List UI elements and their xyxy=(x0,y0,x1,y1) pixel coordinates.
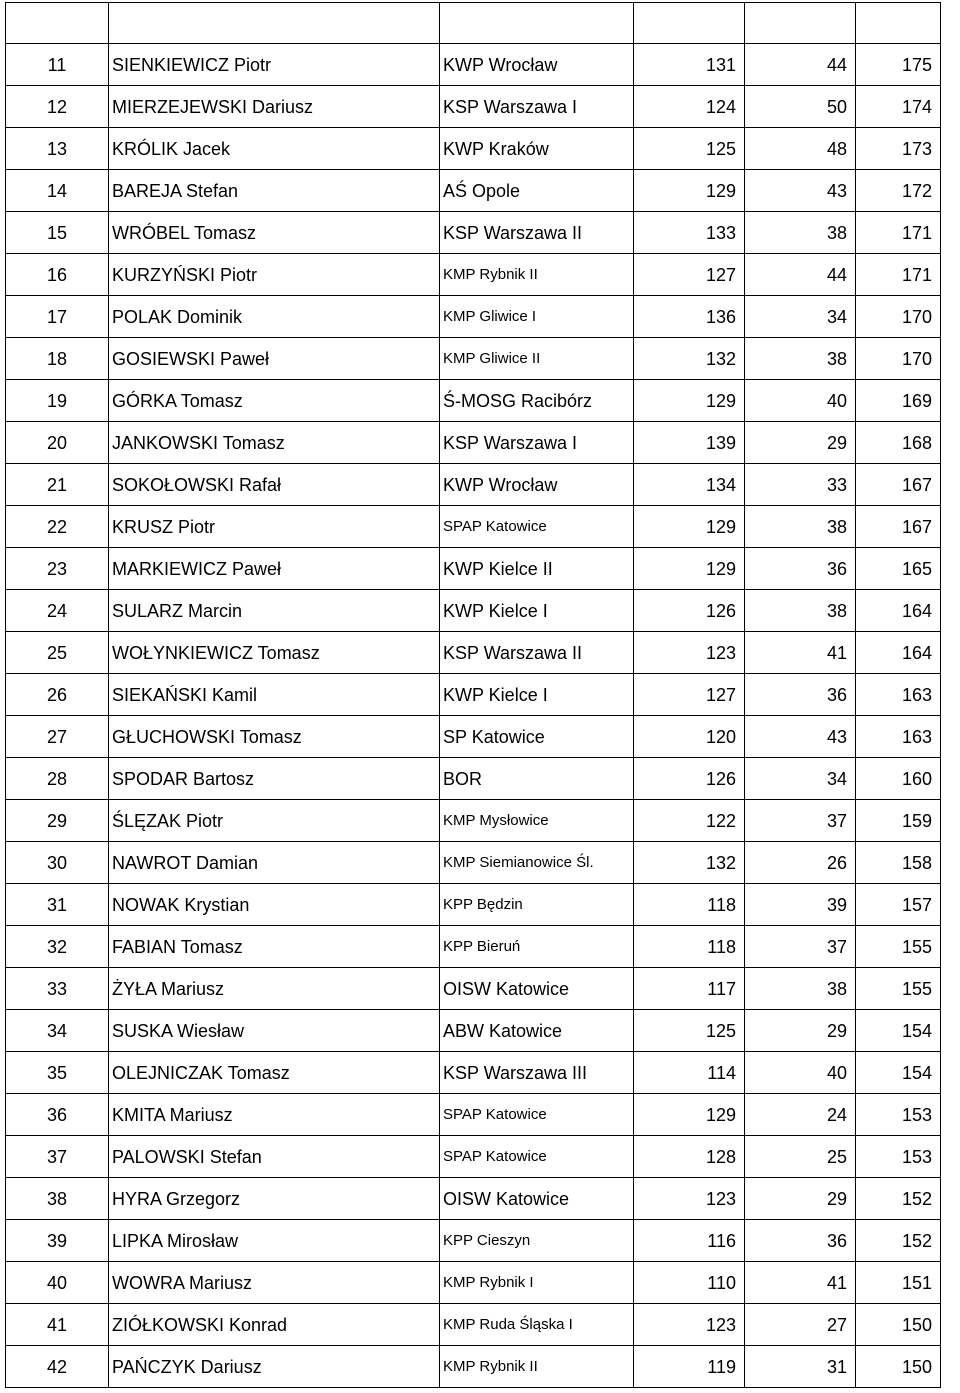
score-a-cell: 132 xyxy=(634,842,745,884)
place-cell: 16 xyxy=(6,254,109,296)
competitor-name-cell: ZIÓŁKOWSKI Konrad xyxy=(109,1304,440,1346)
score-a-cell: 114 xyxy=(634,1052,745,1094)
total-score-cell: 153 xyxy=(856,1094,941,1136)
score-b-cell: 44 xyxy=(745,44,856,86)
competitor-name-cell: KRUSZ Piotr xyxy=(109,506,440,548)
total-score-cell: 157 xyxy=(856,884,941,926)
place-cell: 29 xyxy=(6,800,109,842)
place-cell: 34 xyxy=(6,1010,109,1052)
score-b-cell: 37 xyxy=(745,926,856,968)
table-row xyxy=(6,212,941,254)
total-score-cell: 167 xyxy=(856,464,941,506)
total-score-cell: 164 xyxy=(856,590,941,632)
table-row xyxy=(6,1262,941,1304)
score-b-cell: 27 xyxy=(745,1304,856,1346)
score-b-cell: 34 xyxy=(745,758,856,800)
table-row xyxy=(6,1304,941,1346)
table-row xyxy=(6,800,941,842)
score-b-cell: 43 xyxy=(745,716,856,758)
score-b-cell: 48 xyxy=(745,128,856,170)
score-a-cell: 134 xyxy=(634,464,745,506)
competitor-name-cell: KMITA Mariusz xyxy=(109,1094,440,1136)
total-score-cell: 171 xyxy=(856,254,941,296)
table-row xyxy=(6,548,941,590)
competitor-name-cell: PALOWSKI Stefan xyxy=(109,1136,440,1178)
club-cell: SPAP Katowice xyxy=(440,1094,634,1136)
score-a-cell: 125 xyxy=(634,1010,745,1052)
score-a-cell: 124 xyxy=(634,86,745,128)
table-row xyxy=(6,968,941,1010)
club-cell: KSP Warszawa I xyxy=(440,422,634,464)
club-cell: KMP Gliwice I xyxy=(440,296,634,338)
table-row xyxy=(6,296,941,338)
place-cell: 33 xyxy=(6,968,109,1010)
score-b-cell: 25 xyxy=(745,1136,856,1178)
competitor-name-cell: MARKIEWICZ Paweł xyxy=(109,548,440,590)
total-score-cell: 152 xyxy=(856,1178,941,1220)
competitor-name-cell: GŁUCHOWSKI Tomasz xyxy=(109,716,440,758)
club-cell: SPAP Katowice xyxy=(440,506,634,548)
competitor-name-cell: GÓRKA Tomasz xyxy=(109,380,440,422)
score-a-cell: 116 xyxy=(634,1220,745,1262)
table-row xyxy=(6,1136,941,1178)
total-score-cell: 170 xyxy=(856,338,941,380)
score-b-cell: 26 xyxy=(745,842,856,884)
total-score-cell: 163 xyxy=(856,674,941,716)
club-cell: KSP Warszawa II xyxy=(440,212,634,254)
club-cell: KPP Bieruń xyxy=(440,926,634,968)
score-b-cell: 38 xyxy=(745,212,856,254)
total-score-cell: 171 xyxy=(856,212,941,254)
results-table-body xyxy=(6,3,941,1388)
club-cell: KMP Rybnik I xyxy=(440,1262,634,1304)
table-row xyxy=(6,1220,941,1262)
club-cell: KSP Warszawa III xyxy=(440,1052,634,1094)
club-cell: KMP Siemianowice Śl. xyxy=(440,842,634,884)
club-cell: KMP Rybnik II xyxy=(440,254,634,296)
table-row xyxy=(6,380,941,422)
place-cell: 36 xyxy=(6,1094,109,1136)
place-cell: 28 xyxy=(6,758,109,800)
club-cell: KWP Wrocław xyxy=(440,464,634,506)
club-cell: KMP Mysłowice xyxy=(440,800,634,842)
total-score-cell: 164 xyxy=(856,632,941,674)
score-a-cell: 126 xyxy=(634,758,745,800)
score-a-cell: 136 xyxy=(634,296,745,338)
table-row xyxy=(6,632,941,674)
competitor-name-cell: HYRA Grzegorz xyxy=(109,1178,440,1220)
total-score-cell: 167 xyxy=(856,506,941,548)
score-a-cell: 110 xyxy=(634,1262,745,1304)
competitor-name-cell: WOŁYNKIEWICZ Tomasz xyxy=(109,632,440,674)
score-a-cell: 125 xyxy=(634,128,745,170)
table-row xyxy=(6,884,941,926)
total-score-cell: 174 xyxy=(856,86,941,128)
score-a-cell: 118 xyxy=(634,884,745,926)
club-cell: KSP Warszawa I xyxy=(440,86,634,128)
competitor-name-cell: KRÓLIK Jacek xyxy=(109,128,440,170)
total-score-cell: 150 xyxy=(856,1346,941,1388)
table-row xyxy=(6,1052,941,1094)
club-cell: KSP Warszawa II xyxy=(440,632,634,674)
score-b-cell: 37 xyxy=(745,800,856,842)
table-row xyxy=(6,590,941,632)
empty-cell xyxy=(109,3,440,44)
table-row xyxy=(6,1010,941,1052)
score-a-cell: 131 xyxy=(634,44,745,86)
club-cell: KWP Wrocław xyxy=(440,44,634,86)
score-a-cell: 123 xyxy=(634,632,745,674)
place-cell: 15 xyxy=(6,212,109,254)
club-cell: AŚ Opole xyxy=(440,170,634,212)
score-a-cell: 117 xyxy=(634,968,745,1010)
table-row xyxy=(6,254,941,296)
empty-cell xyxy=(745,3,856,44)
score-b-cell: 40 xyxy=(745,380,856,422)
club-cell: KWP Kraków xyxy=(440,128,634,170)
total-score-cell: 173 xyxy=(856,128,941,170)
empty-cell xyxy=(856,3,941,44)
score-b-cell: 36 xyxy=(745,548,856,590)
table-row xyxy=(6,674,941,716)
competitor-name-cell: LIPKA Mirosław xyxy=(109,1220,440,1262)
table-row xyxy=(6,1094,941,1136)
score-b-cell: 34 xyxy=(745,296,856,338)
total-score-cell: 169 xyxy=(856,380,941,422)
place-cell: 38 xyxy=(6,1178,109,1220)
place-cell: 21 xyxy=(6,464,109,506)
place-cell: 23 xyxy=(6,548,109,590)
club-cell: SP Katowice xyxy=(440,716,634,758)
club-cell: KMP Ruda Śląska I xyxy=(440,1304,634,1346)
place-cell: 27 xyxy=(6,716,109,758)
score-a-cell: 126 xyxy=(634,590,745,632)
empty-cell xyxy=(6,3,109,44)
score-b-cell: 38 xyxy=(745,590,856,632)
score-a-cell: 139 xyxy=(634,422,745,464)
table-row xyxy=(6,44,941,86)
score-b-cell: 36 xyxy=(745,1220,856,1262)
total-score-cell: 170 xyxy=(856,296,941,338)
club-cell: KMP Rybnik II xyxy=(440,1346,634,1388)
club-cell: KWP Kielce II xyxy=(440,548,634,590)
table-row xyxy=(6,464,941,506)
score-a-cell: 129 xyxy=(634,170,745,212)
total-score-cell: 151 xyxy=(856,1262,941,1304)
score-b-cell: 31 xyxy=(745,1346,856,1388)
competitor-name-cell: NOWAK Krystian xyxy=(109,884,440,926)
club-cell: KPP Będzin xyxy=(440,884,634,926)
score-a-cell: 123 xyxy=(634,1178,745,1220)
place-cell: 35 xyxy=(6,1052,109,1094)
score-a-cell: 127 xyxy=(634,254,745,296)
score-a-cell: 129 xyxy=(634,548,745,590)
place-cell: 26 xyxy=(6,674,109,716)
place-cell: 39 xyxy=(6,1220,109,1262)
total-score-cell: 154 xyxy=(856,1052,941,1094)
competitor-name-cell: KURZYŃSKI Piotr xyxy=(109,254,440,296)
place-cell: 25 xyxy=(6,632,109,674)
score-b-cell: 29 xyxy=(745,1010,856,1052)
total-score-cell: 155 xyxy=(856,926,941,968)
place-cell: 17 xyxy=(6,296,109,338)
club-cell: ABW Katowice xyxy=(440,1010,634,1052)
score-b-cell: 43 xyxy=(745,170,856,212)
empty-top-row xyxy=(6,3,941,44)
competitor-name-cell: JANKOWSKI Tomasz xyxy=(109,422,440,464)
score-b-cell: 39 xyxy=(745,884,856,926)
place-cell: 37 xyxy=(6,1136,109,1178)
results-table xyxy=(5,2,941,1388)
score-b-cell: 41 xyxy=(745,632,856,674)
total-score-cell: 158 xyxy=(856,842,941,884)
table-row xyxy=(6,716,941,758)
score-b-cell: 50 xyxy=(745,86,856,128)
competitor-name-cell: POLAK Dominik xyxy=(109,296,440,338)
competitor-name-cell: NAWROT Damian xyxy=(109,842,440,884)
competitor-name-cell: WOWRA Mariusz xyxy=(109,1262,440,1304)
club-cell: SPAP Katowice xyxy=(440,1136,634,1178)
total-score-cell: 168 xyxy=(856,422,941,464)
score-a-cell: 118 xyxy=(634,926,745,968)
competitor-name-cell: SULARZ Marcin xyxy=(109,590,440,632)
place-cell: 14 xyxy=(6,170,109,212)
score-a-cell: 122 xyxy=(634,800,745,842)
score-b-cell: 29 xyxy=(745,1178,856,1220)
club-cell: Ś-MOSG Racibórz xyxy=(440,380,634,422)
score-b-cell: 38 xyxy=(745,506,856,548)
club-cell: KWP Kielce I xyxy=(440,590,634,632)
table-row xyxy=(6,758,941,800)
competitor-name-cell: GOSIEWSKI Paweł xyxy=(109,338,440,380)
place-cell: 40 xyxy=(6,1262,109,1304)
score-a-cell: 123 xyxy=(634,1304,745,1346)
competitor-name-cell: MIERZEJEWSKI Dariusz xyxy=(109,86,440,128)
club-cell: KPP Cieszyn xyxy=(440,1220,634,1262)
club-cell: KMP Gliwice II xyxy=(440,338,634,380)
place-cell: 30 xyxy=(6,842,109,884)
total-score-cell: 154 xyxy=(856,1010,941,1052)
score-a-cell: 129 xyxy=(634,506,745,548)
score-b-cell: 38 xyxy=(745,968,856,1010)
score-a-cell: 132 xyxy=(634,338,745,380)
total-score-cell: 150 xyxy=(856,1304,941,1346)
place-cell: 20 xyxy=(6,422,109,464)
place-cell: 24 xyxy=(6,590,109,632)
score-b-cell: 36 xyxy=(745,674,856,716)
total-score-cell: 152 xyxy=(856,1220,941,1262)
table-row xyxy=(6,1346,941,1388)
total-score-cell: 165 xyxy=(856,548,941,590)
score-a-cell: 128 xyxy=(634,1136,745,1178)
score-a-cell: 119 xyxy=(634,1346,745,1388)
total-score-cell: 163 xyxy=(856,716,941,758)
score-b-cell: 33 xyxy=(745,464,856,506)
table-row xyxy=(6,842,941,884)
table-row xyxy=(6,1178,941,1220)
table-row xyxy=(6,506,941,548)
competitor-name-cell: WRÓBEL Tomasz xyxy=(109,212,440,254)
total-score-cell: 155 xyxy=(856,968,941,1010)
competitor-name-cell: OLEJNICZAK Tomasz xyxy=(109,1052,440,1094)
score-b-cell: 38 xyxy=(745,338,856,380)
competitor-name-cell: FABIAN Tomasz xyxy=(109,926,440,968)
club-cell: OISW Katowice xyxy=(440,1178,634,1220)
total-score-cell: 153 xyxy=(856,1136,941,1178)
table-row xyxy=(6,86,941,128)
score-a-cell: 120 xyxy=(634,716,745,758)
place-cell: 12 xyxy=(6,86,109,128)
table-row xyxy=(6,170,941,212)
score-b-cell: 40 xyxy=(745,1052,856,1094)
place-cell: 41 xyxy=(6,1304,109,1346)
competitor-name-cell: PAŃCZYK Dariusz xyxy=(109,1346,440,1388)
place-cell: 13 xyxy=(6,128,109,170)
table-row xyxy=(6,338,941,380)
empty-cell xyxy=(440,3,634,44)
results-sheet xyxy=(5,2,940,1388)
place-cell: 42 xyxy=(6,1346,109,1388)
total-score-cell: 160 xyxy=(856,758,941,800)
score-b-cell: 24 xyxy=(745,1094,856,1136)
place-cell: 18 xyxy=(6,338,109,380)
competitor-name-cell: SUSKA Wiesław xyxy=(109,1010,440,1052)
place-cell: 19 xyxy=(6,380,109,422)
table-row xyxy=(6,926,941,968)
table-row xyxy=(6,422,941,464)
place-cell: 32 xyxy=(6,926,109,968)
total-score-cell: 172 xyxy=(856,170,941,212)
score-a-cell: 129 xyxy=(634,1094,745,1136)
place-cell: 11 xyxy=(6,44,109,86)
table-row xyxy=(6,128,941,170)
empty-cell xyxy=(634,3,745,44)
score-b-cell: 29 xyxy=(745,422,856,464)
competitor-name-cell: SIENKIEWICZ Piotr xyxy=(109,44,440,86)
score-a-cell: 127 xyxy=(634,674,745,716)
club-cell: BOR xyxy=(440,758,634,800)
score-b-cell: 44 xyxy=(745,254,856,296)
competitor-name-cell: SOKOŁOWSKI Rafał xyxy=(109,464,440,506)
competitor-name-cell: BAREJA Stefan xyxy=(109,170,440,212)
total-score-cell: 159 xyxy=(856,800,941,842)
score-a-cell: 133 xyxy=(634,212,745,254)
competitor-name-cell: SIEKAŃSKI Kamil xyxy=(109,674,440,716)
club-cell: OISW Katowice xyxy=(440,968,634,1010)
place-cell: 22 xyxy=(6,506,109,548)
competitor-name-cell: ŻYŁA Mariusz xyxy=(109,968,440,1010)
place-cell: 31 xyxy=(6,884,109,926)
club-cell: KWP Kielce I xyxy=(440,674,634,716)
score-a-cell: 129 xyxy=(634,380,745,422)
competitor-name-cell: SPODAR Bartosz xyxy=(109,758,440,800)
score-b-cell: 41 xyxy=(745,1262,856,1304)
competitor-name-cell: ŚLĘZAK Piotr xyxy=(109,800,440,842)
total-score-cell: 175 xyxy=(856,44,941,86)
